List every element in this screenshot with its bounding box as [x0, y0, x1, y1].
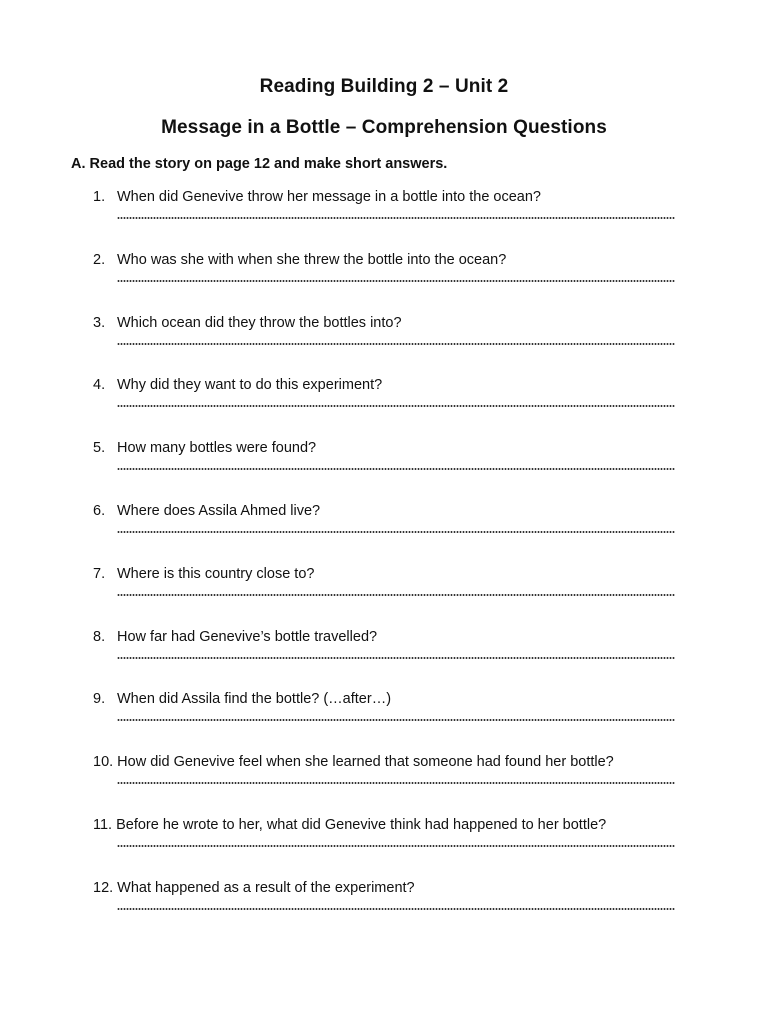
- page-title: Reading Building 2 – Unit 2: [259, 76, 509, 97]
- question-number: 2.: [93, 251, 106, 268]
- question-number: 6.: [93, 503, 106, 519]
- question-number: 11.: [93, 817, 113, 833]
- question-number: 5.: [93, 440, 106, 457]
- question-item: [93, 691, 683, 751]
- answer-line[interactable]: [117, 908, 675, 910]
- answer-line[interactable]: [117, 217, 675, 219]
- answer-line[interactable]: [117, 280, 675, 282]
- question-number: 4.: [93, 377, 106, 394]
- question-item: [93, 880, 683, 940]
- question-text: Why did they want to do this experiment?: [117, 377, 383, 394]
- page-subtitle: Message in a Bottle – Comprehension Questions: [161, 117, 607, 138]
- question-text: When did Genevive throw her message in a bottle into the ocean?: [117, 189, 541, 205]
- question-item: [93, 817, 683, 877]
- question-item: [93, 189, 683, 249]
- question-number: 8.: [93, 628, 106, 645]
- question-text-row: [93, 315, 402, 331]
- answer-line[interactable]: [117, 594, 675, 596]
- question-number: 9.: [93, 691, 106, 708]
- question-item: [93, 377, 683, 437]
- question-text-row: [93, 880, 415, 896]
- question-text-row: [93, 754, 614, 770]
- question-text: Where is this country close to?: [117, 565, 315, 582]
- question-text-row: [93, 189, 541, 205]
- answer-line[interactable]: [117, 468, 675, 470]
- section-instruction: A. Read the story on page 12 and make short answers.: [71, 156, 448, 172]
- question-number: 7.: [93, 565, 106, 582]
- question-text: Which ocean did they throw the bottles into?: [117, 314, 402, 331]
- question-number: 10.: [93, 754, 114, 771]
- question-text-row: [93, 377, 382, 393]
- question-text-row: [93, 817, 606, 833]
- question-text: When did Assila find the bottle? (…after…): [117, 691, 392, 708]
- question-item: [93, 252, 683, 312]
- question-text: Before he wrote to her, what did Genevive think had happened to her bottle?: [116, 817, 607, 833]
- question-text: How far had Genevive’s bottle travelled?: [117, 628, 378, 645]
- question-item: [93, 754, 683, 814]
- question-item: [93, 629, 683, 689]
- question-text: How many bottles were found?: [117, 440, 317, 457]
- question-item: [93, 440, 683, 500]
- question-text-row: [93, 566, 314, 582]
- answer-line[interactable]: [117, 405, 675, 407]
- question-text-row: [93, 503, 320, 519]
- question-text: Where does Assila Ahmed live?: [117, 503, 321, 519]
- answer-line[interactable]: [117, 531, 675, 533]
- answer-line[interactable]: [117, 782, 675, 784]
- question-text-row: [93, 691, 391, 707]
- question-text-row: [93, 440, 316, 456]
- question-text-row: [93, 629, 377, 645]
- question-text-row: [93, 252, 506, 268]
- question-item: [93, 566, 683, 626]
- question-text: What happened as a result of the experiment?: [117, 879, 415, 896]
- question-number: 3.: [93, 314, 106, 331]
- question-text: How did Genevive feel when she learned that someone had found her bottle?: [117, 754, 614, 771]
- answer-line[interactable]: [117, 343, 675, 345]
- answer-line[interactable]: [117, 845, 675, 847]
- question-number: 12.: [93, 879, 114, 896]
- answer-line[interactable]: [117, 657, 675, 659]
- answer-line[interactable]: [117, 719, 675, 721]
- question-item: [93, 315, 683, 375]
- question-text: Who was she with when she threw the bottle into the ocean?: [117, 251, 507, 268]
- question-item: [93, 503, 683, 563]
- question-number: 1.: [93, 189, 106, 205]
